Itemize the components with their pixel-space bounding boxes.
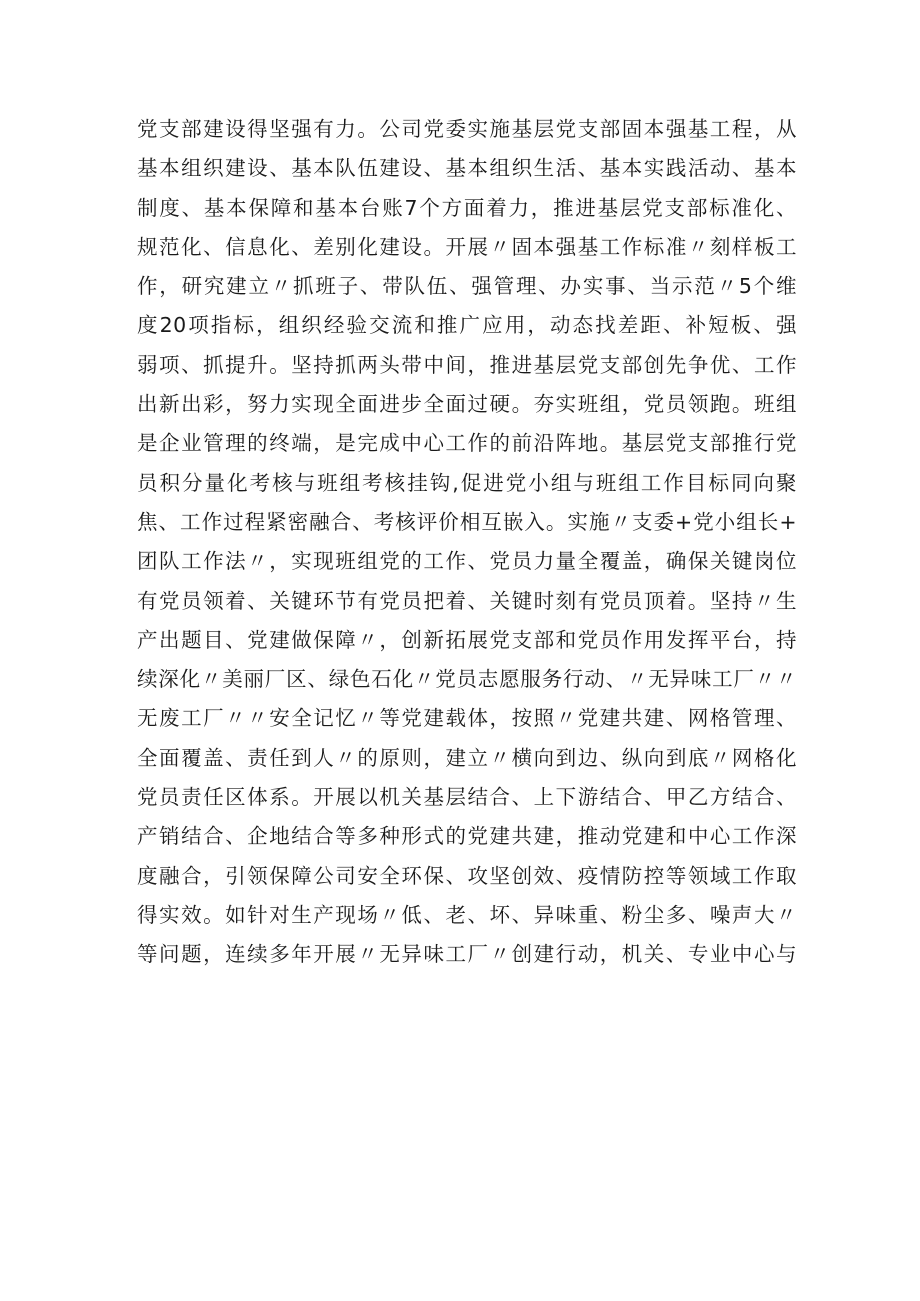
text-line: 续深化〃美丽厂区、绿色石化〃党员志愿服务行动、〃无异味工厂〃〃 xyxy=(137,667,797,692)
text-line: 员积分量化考核与班组考核挂钩,促进党小组与班组工作目标同向聚 xyxy=(137,470,797,495)
text-line: 等问题，连续多年开展〃无异味工厂〃创建行动，机关、专业中心与 xyxy=(137,942,797,967)
text-line: 制度、基本保障和基本台账7个方面着力，推进基层党支部标准化、 xyxy=(137,195,797,220)
text-line: 基本组织建设、基本队伍建设、基本组织生活、基本实践活动、基本 xyxy=(137,156,797,181)
text-line: 度融合，引领保障公司安全环保、攻坚创效、疫情防控等领域工作取 xyxy=(137,863,797,888)
text-line: 党支部建设得坚强有力。公司党委实施基层党支部固本强基工程，从 xyxy=(137,117,797,141)
text-line: 无废工厂〃〃安全记忆〃等党建载体，按照〃党建共建、网格管理、 xyxy=(137,706,797,731)
text-line: 作，研究建立〃抓班子、带队伍、强管理、办实事、当示范〃5个维 xyxy=(137,274,797,299)
body-text xyxy=(137,110,797,975)
text-line: 得实效。如针对生产现场〃低、老、坏、异味重、粉尘多、噪声大〃 xyxy=(137,902,797,927)
text-line: 产销结合、企地结合等多种形式的党建共建，推动党建和中心工作深 xyxy=(137,824,797,849)
text-line: 党员责任区体系。开展以机关基层结合、上下游结合、甲乙方结合、 xyxy=(137,785,797,810)
text-line: 弱项、抓提升。坚持抓两头带中间，推进基层党支部创先争优、工作 xyxy=(137,352,797,377)
text-line: 度20项指标，组织经验交流和推广应用，动态找差距、补短板、强 xyxy=(137,313,797,338)
text-line: 是企业管理的终端，是完成中心工作的前沿阵地。基层党支部推行党 xyxy=(137,431,797,456)
text-line: 产出题目、党建做保障〃，创新拓展党支部和党员作用发挥平台，持 xyxy=(137,627,797,652)
text-line: 焦、工作过程紧密融合、考核评价相互嵌入。实施〃支委+党小组长+ xyxy=(137,509,797,534)
text-line: 全面覆盖、责任到人〃的原则，建立〃横向到边、纵向到底〃网格化 xyxy=(137,745,797,770)
text-line: 团队工作法〃，实现班组党的工作、党员力量全覆盖，确保关键岗位 xyxy=(137,549,797,574)
text-line: 规范化、信息化、差别化建设。开展〃固本强基工作标准〃刻样板工 xyxy=(137,234,797,259)
text-line: 有党员领着、关键环节有党员把着、关键时刻有党员顶着。坚持〃生 xyxy=(137,588,797,613)
text-line: 出新出彩，努力实现全面进步全面过硬。夯实班组，党员领跑。班组 xyxy=(137,392,797,417)
